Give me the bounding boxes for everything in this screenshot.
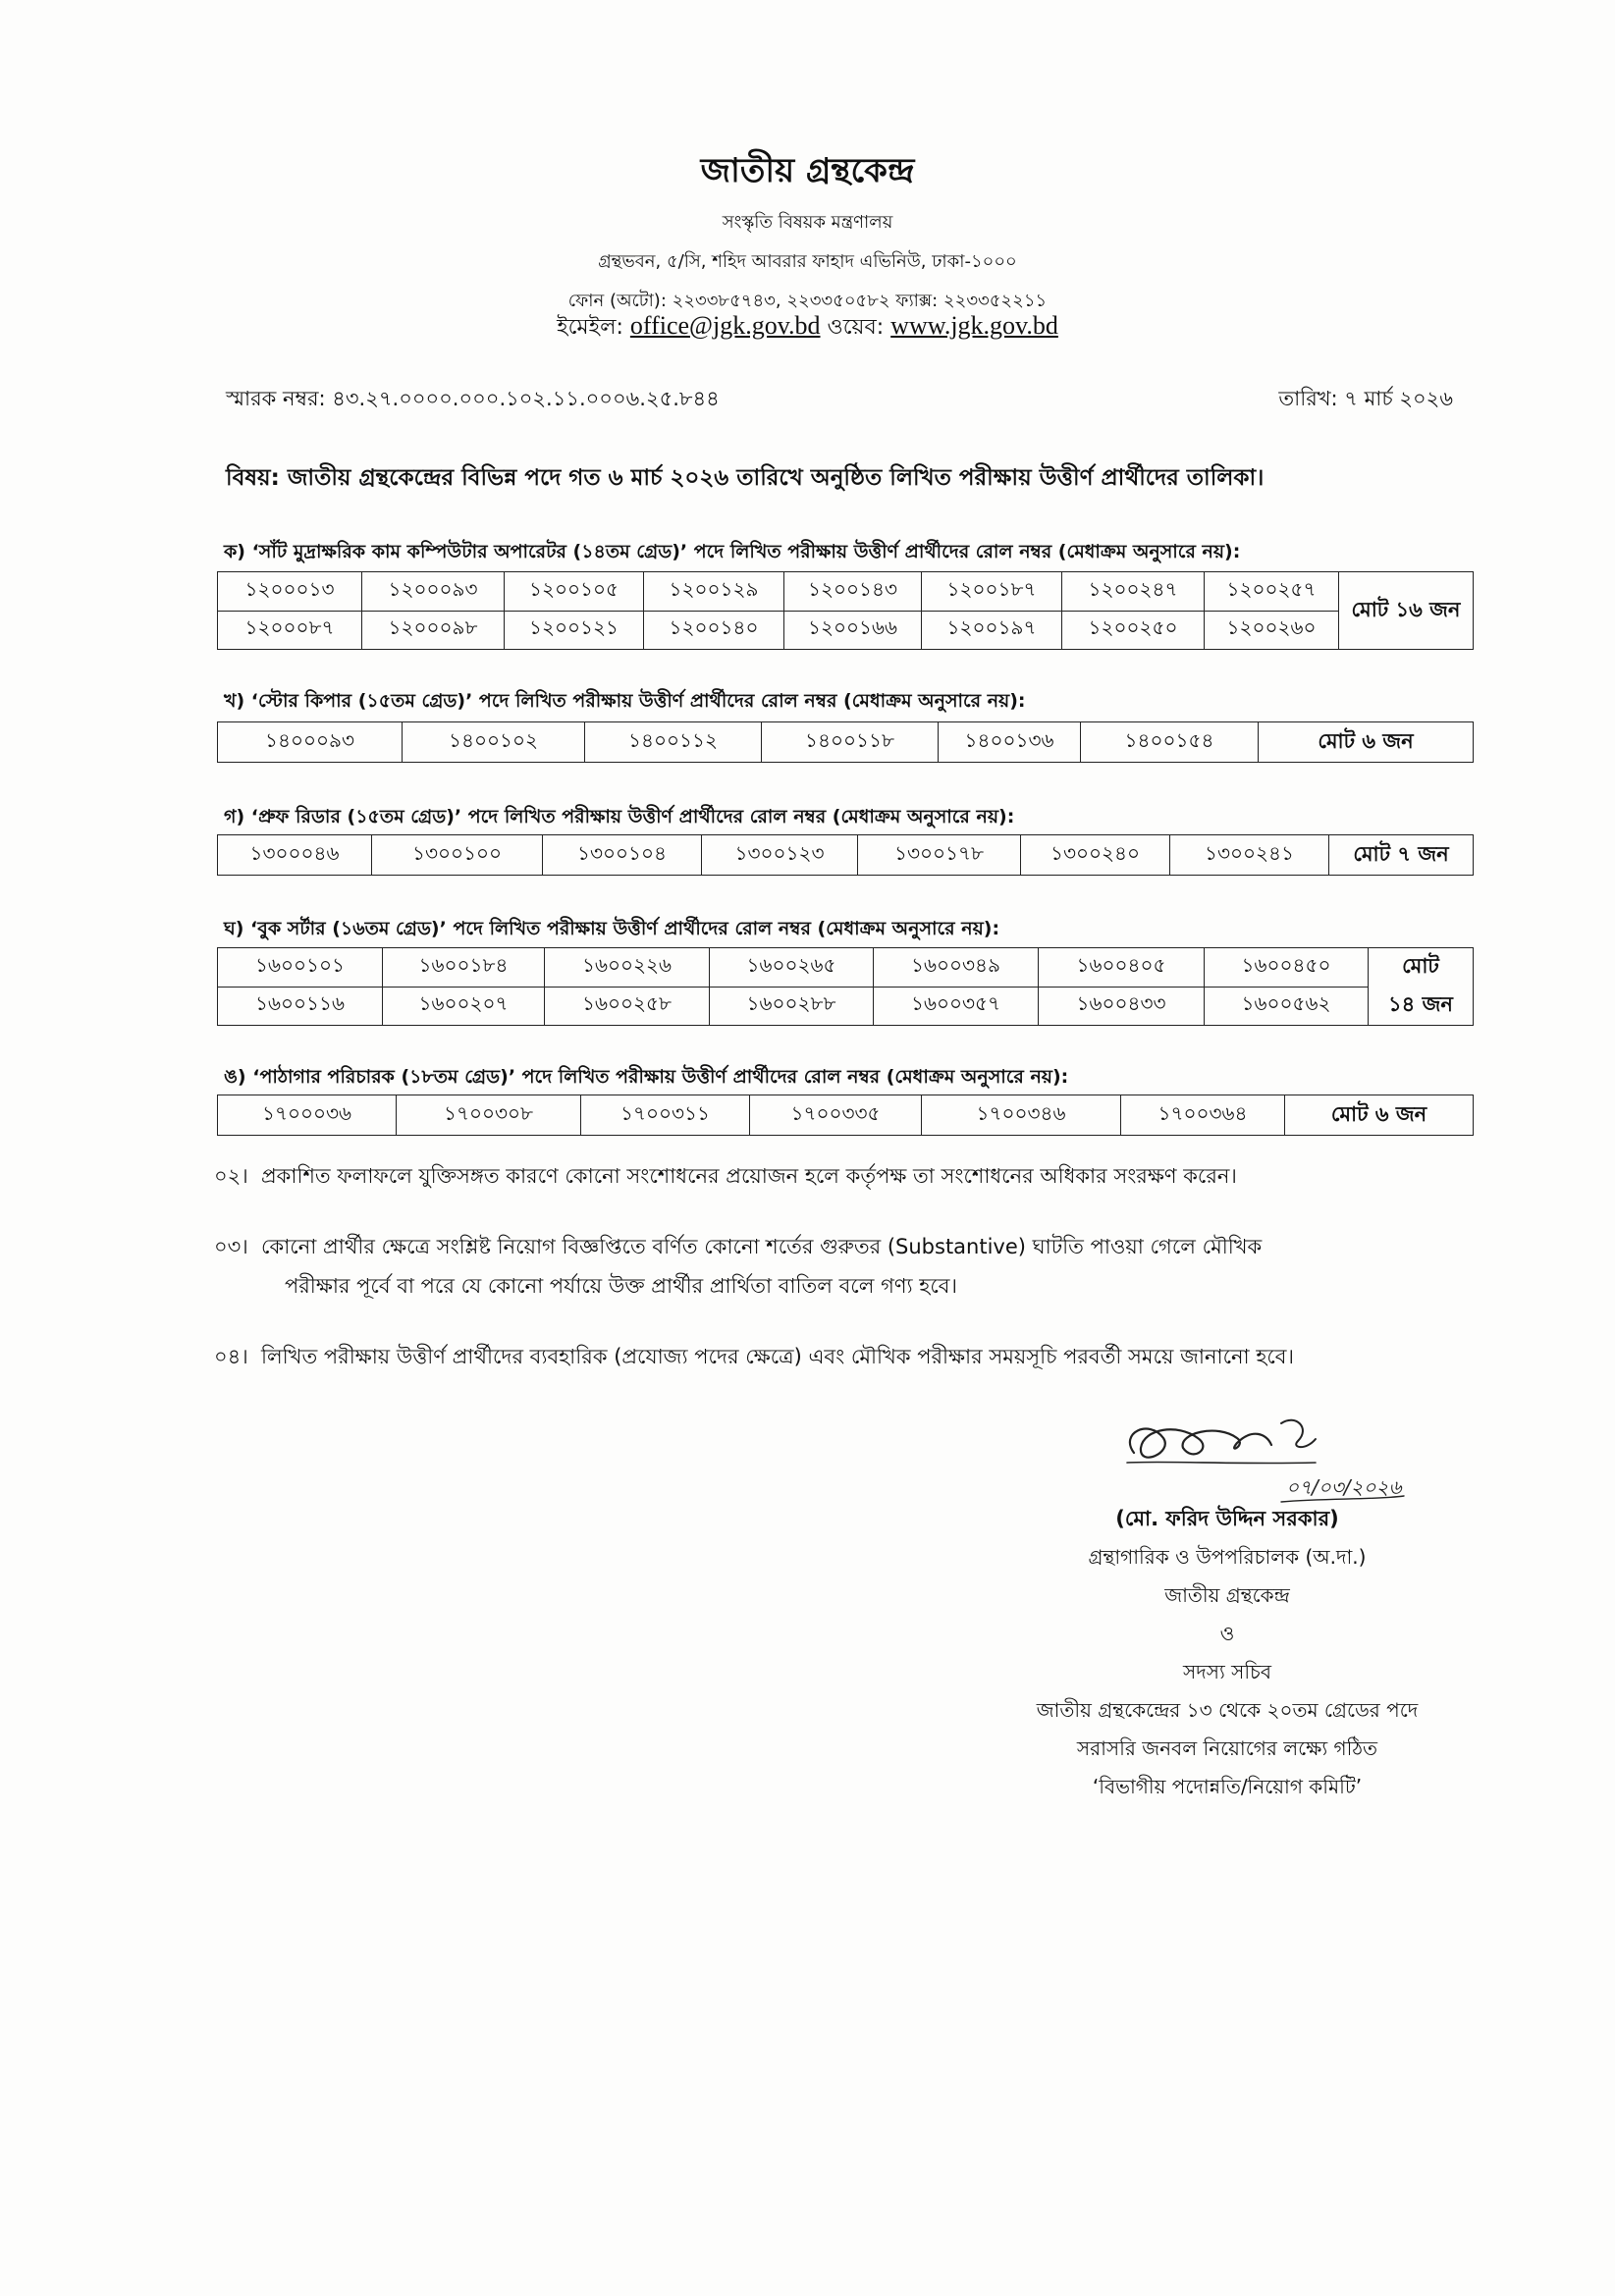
section-title-nga: ঙ) ‘পাঠাগার পরিচারক (১৮তম গ্রেড)’ পদে লিখিত পরীক্ষায় উত্তীর্ণ প্রার্থীদের রোল নম্বর (মেধাক্রম অনুসারে নয়): xyxy=(224,1066,1069,1088)
ministry-name: সংস্কৃতি বিষয়ক মন্ত্রণালয় xyxy=(722,212,893,233)
roll-cell: ১৬০০১১৬ xyxy=(218,987,383,1026)
signatory-designation: গ্রন্থাগারিক ও উপপরিচালক (অ.দা.) xyxy=(1088,1545,1367,1569)
signature-date: ০৭/০৩/২০২৬ xyxy=(1286,1475,1402,1499)
roll-cell: ১৪০০১৫৪ xyxy=(1081,722,1259,763)
note-number: ০৪। xyxy=(214,1345,248,1368)
note-text: কোনো প্রার্থীর ক্ষেত্রে সংশ্লিষ্ট নিয়োগ বিজ্ঞপ্তিতে বর্ণিত কোনো শর্তের গুরুতর (Substantive) ঘাটতি পাওয়া গেলে মৌখিক xyxy=(261,1235,1263,1258)
roll-cell: ১২০০২৪৭ xyxy=(1062,572,1205,612)
roll-cell: ১২০০০৮৭ xyxy=(218,611,362,650)
web-label: ওয়েব: xyxy=(827,315,885,340)
signatory-org: জাতীয় গ্রন্থকেন্দ্র xyxy=(1164,1583,1290,1607)
roll-cell: ১২০০০৯৮ xyxy=(362,611,505,650)
handwritten-signature xyxy=(1080,1394,1453,1512)
roll-table-kha xyxy=(217,721,1474,763)
roll-cell: ১২০০১৪০ xyxy=(644,611,784,650)
roll-cell: ১৪০০১০২ xyxy=(403,722,585,763)
committee-name: ‘বিভাগীয় পদোন্নতি/নিয়োগ কমিটি’ xyxy=(1092,1775,1363,1798)
roll-cell: ১৪০০০৯৩ xyxy=(218,722,403,763)
signatory-conjunction: ও xyxy=(1219,1622,1235,1645)
note-text: প্রকাশিত ফলাফলে যুক্তিসঙ্গত কারণে কোনো সংশোধনের প্রয়োজন হলে কর্তৃপক্ষ তা সংশোধনের অধিকার সংরক্ষণ করেন। xyxy=(261,1164,1237,1188)
roll-cell: ১৬০০৪৩৩ xyxy=(1039,987,1205,1026)
roll-cell: ১৬০০৫৬২ xyxy=(1205,987,1369,1026)
roll-cell: ১২০০১২৯ xyxy=(644,572,784,612)
committee-line-2: সরাসরি জনবল নিয়োগের লক্ষ্যে গঠিত xyxy=(1076,1736,1378,1760)
roll-cell: ১২০০০১৩ xyxy=(218,572,362,612)
section-title-kha: খ) ‘স্টোর কিপার (১৫তম গ্রেড)’ পদে লিখিত পরীক্ষায় উত্তীর্ণ প্রার্থীদের রোল নম্বর (মেধাক্রম অনুসারে নয়): xyxy=(224,690,1026,712)
roll-cell: ১৩০০২৪১ xyxy=(1170,835,1329,876)
note-number: ০২। xyxy=(214,1164,248,1188)
subject-line: বিষয়: জাতীয় গ্রন্থকেন্দ্রের বিভিন্ন পদে গত ৬ মার্চ ২০২৬ তারিখে অনুষ্ঠিত লিখিত পরীক্ষায় উত্তীর্ণ প্রার্থীদের তালিকা। xyxy=(226,465,1265,491)
section-title-ga: গ) ‘প্রুফ রিডার (১৫তম গ্রেড)’ পদে লিখিত পরীক্ষায় উত্তীর্ণ প্রার্থীদের রোল নম্বর (মেধাক্রম অনুসারে নয়): xyxy=(224,806,1015,828)
roll-cell: ১২০০১৯৭ xyxy=(922,611,1062,650)
roll-cell: ১৭০০৩৬৪ xyxy=(1121,1095,1285,1136)
email-label: ইমেইল: xyxy=(557,315,623,340)
roll-cell: ১২০০১৬৬ xyxy=(784,611,922,650)
note-text-continued: পরীক্ষার পূর্বে বা পরে যে কোনো পর্যায়ে উক্ত প্রার্থীর প্রার্থিতা বাতিল বলে গণ্য হবে। xyxy=(285,1274,957,1298)
roll-cell: ১৬০০৪৫০ xyxy=(1205,948,1369,988)
signatory-role: সদস্য সচিব xyxy=(1183,1660,1271,1683)
roll-table-ka xyxy=(217,571,1474,650)
roll-cell: ১৭০০৩০৮ xyxy=(397,1095,581,1136)
roll-cell: ১৩০০১৭৮ xyxy=(858,835,1021,876)
roll-cell: ১৬০০১০১ xyxy=(218,948,383,988)
roll-cell: ১২০০১৮৭ xyxy=(922,572,1062,612)
roll-cell: ১৬০০৪০৫ xyxy=(1039,948,1205,988)
roll-cell: ১৪০০১৩৬ xyxy=(939,722,1081,763)
roll-table-gha xyxy=(217,947,1474,1026)
phone-fax: ফোন (অটো): ২২৩৩৮৫৭৪৩, ২২৩৩৫০৫৮২ ফ্যাক্স: ২২৩৩৫২২১১ xyxy=(567,291,1048,311)
note-04 xyxy=(214,1337,1471,1376)
org-title: জাতীয় গ্রন্থকেন্দ্র xyxy=(700,151,915,190)
roll-table-nga xyxy=(217,1095,1474,1136)
note-text: লিখিত পরীক্ষায় উত্তীর্ণ প্রার্থীদের ব্যবহারিক (প্রযোজ্য পদের ক্ষেত্রে) এবং মৌখিক পরীক্ষার সময়সূচি পরবর্তী সময়ে জানানো হবে। xyxy=(261,1345,1294,1368)
roll-cell: ১৬০০২২৬ xyxy=(545,948,710,988)
roll-cell: ১২০০১৪৩ xyxy=(784,572,922,612)
roll-cell: ১৭০০৩১১ xyxy=(581,1095,750,1136)
roll-cell: ১৭০০৩৪৬ xyxy=(922,1095,1121,1136)
signatory-block xyxy=(962,1500,1492,1806)
roll-cell: ১৬০০২০৭ xyxy=(383,987,545,1026)
roll-cell: ১৬০০১৮৪ xyxy=(383,948,545,988)
roll-cell: ১২০০২৫৭ xyxy=(1205,572,1339,612)
roll-table-ga xyxy=(217,834,1474,876)
roll-cell: ১৩০০১০৪ xyxy=(543,835,702,876)
total-count: মোট ৬ জন xyxy=(1259,722,1474,763)
contact-line xyxy=(0,310,1615,347)
total-count-label: মোট xyxy=(1369,948,1474,988)
roll-cell: ১৬০০২৮৮ xyxy=(710,987,874,1026)
memo-number: স্মারক নম্বর: ৪৩.২৭.০০০০.০০০.১০২.১১.০০০৬.২৫.৮৪৪ xyxy=(226,387,720,410)
roll-cell: ১৭০০০৩৬ xyxy=(218,1095,397,1136)
roll-cell: ১২০০১০৫ xyxy=(505,572,644,612)
roll-cell: ১৪০০১১২ xyxy=(585,722,762,763)
roll-cell: ১৩০০১২৩ xyxy=(702,835,858,876)
note-number: ০৩। xyxy=(214,1235,248,1258)
document-date: তারিখ: ৭ মার্চ ২০২৬ xyxy=(1278,387,1453,410)
web-link[interactable]: www.jgk.gov.bd xyxy=(890,311,1058,340)
roll-cell: ১৩০০০৪৬ xyxy=(218,835,372,876)
section-title-gha: ঘ) ‘বুক সর্টার (১৬তম গ্রেড)’ পদে লিখিত পরীক্ষায় উত্তীর্ণ প্রার্থীদের রোল নম্বর (মেধাক্রম অনুসারে নয়): xyxy=(224,918,1000,939)
roll-cell: ১৬০০২৬৫ xyxy=(710,948,874,988)
roll-cell: ১২০০১২১ xyxy=(505,611,644,650)
roll-cell: ১৪০০১১৮ xyxy=(762,722,939,763)
signatory-name: (মো. ফরিদ উদ্দিন সরকার) xyxy=(1115,1507,1339,1530)
committee-line-1: জাতীয় গ্রন্থকেন্দ্রের ১৩ থেকে ২০তম গ্রেডের পদে xyxy=(1036,1698,1419,1722)
total-count-value: ১৪ জন xyxy=(1369,987,1474,1026)
roll-cell: ১২০০২৫০ xyxy=(1062,611,1205,650)
email-link[interactable]: office@jgk.gov.bd xyxy=(629,311,821,340)
section-title-ka: ক) ‘সাঁট মুদ্রাক্ষরিক কাম কম্পিউটার অপারেটর (১৪তম গ্রেড)’ পদে লিখিত পরীক্ষায় উত্তীর্ণ প্রার্থীদের রোল নম্বর (মেধাক্রম অনুসারে নয়): xyxy=(224,541,1241,562)
roll-cell: ১৩০০২৪০ xyxy=(1021,835,1170,876)
roll-cell: ১২০০০৯৩ xyxy=(362,572,505,612)
address: গ্রন্থভবন, ৫/সি, শহিদ আবরার ফাহাদ এভিনিউ, ঢাকা-১০০০ xyxy=(598,251,1017,272)
roll-cell: ১২০০২৬০ xyxy=(1205,611,1339,650)
note-03 xyxy=(214,1227,1471,1306)
roll-cell: ১৬০০৩৫৭ xyxy=(874,987,1039,1026)
roll-cell: ১৬০০২৫৮ xyxy=(545,987,710,1026)
total-count: মোট ১৬ জন xyxy=(1339,572,1474,650)
total-count: মোট ৭ জন xyxy=(1329,835,1474,876)
note-02 xyxy=(214,1156,1471,1196)
roll-cell: ১৬০০৩৪৯ xyxy=(874,948,1039,988)
total-count: মোট ৬ জন xyxy=(1285,1095,1474,1136)
roll-cell: ১৭০০৩৩৫ xyxy=(750,1095,922,1136)
roll-cell: ১৩০০১০০ xyxy=(372,835,543,876)
